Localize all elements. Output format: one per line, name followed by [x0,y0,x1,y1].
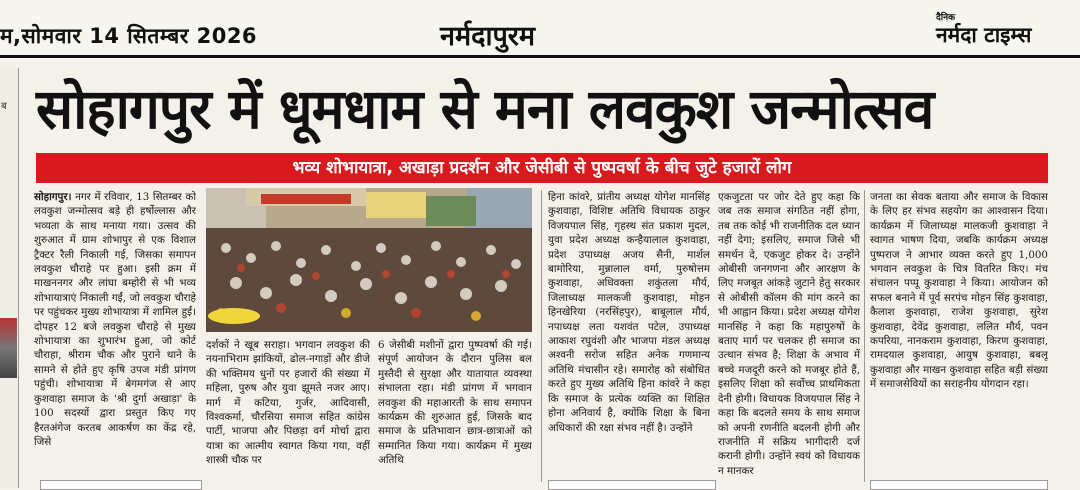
article-column-6: जनता का सेवक बताया और समाज के विकास के लिए हर संभव सहयोग का आश्वासन दिया। कार्यक्रम में जिलाध्यक्ष मालकजी कुशवाहा ने स्वागत भाषण दिया, जबकि कार्यक्रम अध्यक्ष पुष्पराज ने आभार व्यक्त करते हुए 1,000 भगवान लवकुश के चित्र वितरित किए। मंच संचालन पप्पू कुशवाहा ने किया। आयोजन को सफल बनाने में पूर्व सरपंच मोहन सिंह कुशवाहा, कैलाश कुशवाहा, राजेश कुशवाहा, सुरेश कुशवाहा, देवेंद्र कुशवाहा, ललित मौर्य, पवन कपरिया, नानकराम कुशवाहा, किरण कुशवाहा, रामदयाल कुशवाहा, आयुष कुशवाहा, बबलू कुशवाहा और माखन कुशवाहा सहित बड़ी संख्या में समाजसेवियों का सराहनीय योगदान रहा। [870,191,1048,391]
article-column-2: दर्शकों ने खूब सराहा। भगवान लवकुश की नयनाभिराम झांकियों, ढोल-नगाड़ों और डीजे की भक्तिमय धुनों पर हजारों की संख्या में महिला, पुरुष और युवा झूमते नजर आए। मार्ग में कटिया, गुर्जर, आदिवासी, विश्वकर्मा, चौरसिया समाज सहित कांग्रेस पार्टी, भाजपा और पिछड़ा वर्ग मोर्चा द्वारा यात्रा का आत्मीय स्वागत किया गया, वहीं शास्त्री चौक पर [206,339,370,467]
article-column-5: एकजुटता पर जोर देते हुए कहा कि जब तक समाज संगठित नहीं होगा, तब तक कोई भी राजनीतिक दल ध्यान नहीं देगा; इसलिए, समाज जिसे भी समर्थन दे, एकजुट होकर दे। उन्होंने ओबीसी जनगणना और आरक्षण के लिए मजबूत आंकड़े जुटाने हेतु सरकार से ओबीसी कॉलम की मांग करने का भी आह्वान किया। प्रदेश अध्यक्ष योगेश मानसिंह ने कहा कि महापुरुषों के बताए मार्ग पर चलकर ही समाज का उत्थान संभव है; शिक्षा के अभाव में बच्चे मजदूरी करने को मजबूर होते हैं, इसलिए शिक्षा को सर्वोच्च प्राथमिकता देनी होगी। विधायक विजयपाल सिंह ने कहा कि बदलते समय के साथ समाज को अपनी रणनीति बदलनी होगी और राजनीति में सक्रिय भागीदारी दर्ज करानी होगी। उन्होंने स्वयं को विधायक न मानकर [718,191,860,477]
column-divider [541,190,542,482]
masthead-small-label: दैनिक [936,13,956,23]
article-column-1-text: नगर में रविवार, 13 सितम्बर को लवकुश जन्मोत्सव बड़े ही हर्षोल्लास और भव्यता के साथ मनाया गया। उत्सव की शुरुआत में ग्राम शोभापुर से एक विशाल ट्रैक्टर रैली निकाली गई, जिसका समापन लवकुश चौराहे पर हुआ। इसी क्रम में माखननगर और लांघा बम्होरी से भी भव्य शोभायात्राएं निकाली गईं, जो लवकुश चौराहे पर पहुंचकर मुख्य शोभायात्रा में शामिल हुईं। दोपहर 12 बजे लवकुश चौराहे से मुख्य शोभायात्रा का शुभारंभ हुआ, जो कोर्ट चौराहा, श्रीराम चौक और पुराने थाने के सामने से होते हुए कृषि उपज मंडी प्रांगण पहुंची। शोभायात्रा में बेगमगंज से आए कुशवाहा समाज के 'श्री दुर्गा अखाड़ा' के 100 सदस्यों द्वारा प्रस्तुत किए गए हैरतअंगेज करतब आकर्षण का केंद्र रहे, जिसे [34,191,196,448]
column-divider [864,190,865,482]
section-title: नर्मदापुरम [440,21,535,52]
issue-date: म,सोमवार 14 सितम्बर 2026 [0,24,258,48]
page-header [0,0,1080,62]
article-subhead: भव्य शोभायात्रा, अखाड़ा प्रदर्शन और जेसीबी से पुष्पवर्षा के बीच जुटे हजारों लोग [36,153,1048,183]
article-headline: सोहागपुर में धूमधाम से मना लवकुश जन्मोत्सव [36,77,934,141]
article-dateline: सोहागपुर। [34,191,72,203]
previous-article-photo [0,318,17,378]
article-column-3: 6 जेसीबी मशीनों द्वारा पुष्पवर्षा की गई। संपूर्ण आयोजन के दौरान पुलिस बल मुस्तैदी से सुरक्षा और यातायात व्यवस्था संभालता रहा। मंडी प्रांगण में भगवान लवकुश की महाआरती के साथ समापन कार्यक्रम की शुरुआत हुई, जिसके बाद समाज के प्रतिभावान छात्र-छात्राओं को सम्मानित किया गया। कार्यक्रम में मुख्य अतिथि [378,339,532,467]
bottom-box [870,480,1048,490]
previous-article-text: ब [1,101,7,112]
header-rule [0,55,1080,58]
masthead-title: नर्मदा टाइम्स [936,23,1032,47]
bottom-box [548,480,716,490]
procession-photo [206,188,532,332]
newspaper-masthead [936,10,1076,49]
article-column-1 [34,190,196,480]
previous-article-strip [0,68,19,488]
bottom-box [40,480,202,490]
article-column-4: हिना कांवरे, प्रांतीय अध्यक्ष योगेश मानसिंह कुशवाहा, विशिष्ट अतिथि विधायक ठाकुर विजयपाल सिंह, गृहस्थ संत प्रकाश मुदल, युवा प्रदेश अध्यक्ष कन्हैयालाल कुशवाहा, प्रदेश उपाध्यक्ष अजय सैनी, मार्शल बामोरिया, मुन्नालाल वर्मा, पुरुषोत्तम कुशवाहा, अधिवक्ता शकुंतला मौर्य, जिलाध्यक्ष मालकजी कुशवाहा, मोहन हिनखेरिया (नरसिंहपुर), बाबूलाल मौर्य, नपाध्यक्ष लता यशवंत पटेल, उपाध्यक्ष आकाश रघुवंशी और भाजपा मंडल अध्यक्ष अश्वनी सरोज सहित अनेक गणमान्य अतिथि मंचासीन रहे। समारोह को संबोधित करते हुए मुख्य अतिथि हिना कांवरे ने कहा कि समाज के प्रत्येक व्यक्ति का शिक्षित होना अनिवार्य है, क्योंकि शिक्षा के बिना अधिकारों की रक्षा संभव नहीं है। उन्होंने [548,191,710,434]
